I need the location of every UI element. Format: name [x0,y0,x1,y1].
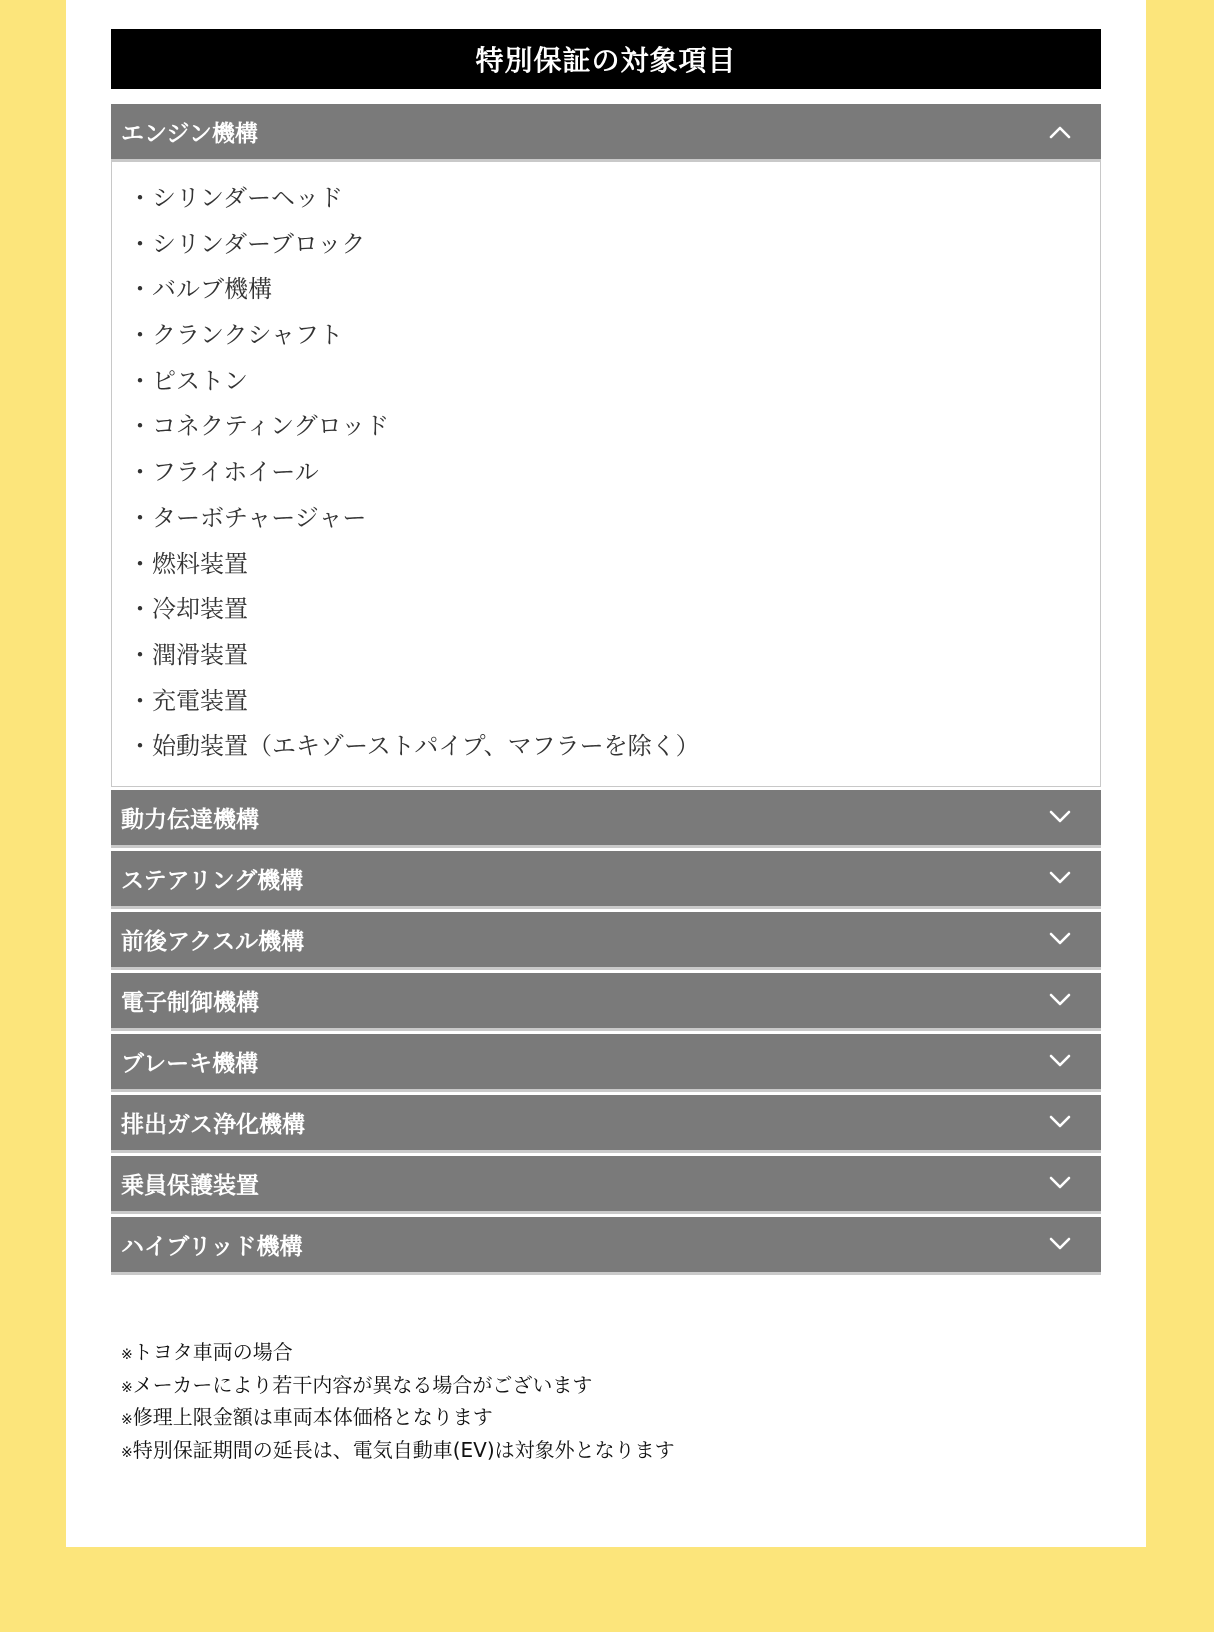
accordion-header-occupant-protection[interactable] [111,1156,1101,1214]
warranty-accordion [111,104,1101,1278]
list-item: ・冷却装置 [128,595,248,624]
chevron-down-icon[interactable] [1047,865,1073,891]
chevron-down-icon[interactable] [1047,987,1073,1013]
accordion-label: 動力伝達機構 [121,806,259,833]
list-item: ・コネクティングロッド [128,412,390,441]
accordion-header-hybrid[interactable] [111,1217,1101,1275]
accordion-label: エンジン機構 [121,121,258,147]
footnote [121,1403,675,1436]
accordion-label: 電子制御機構 [121,989,259,1016]
list-item: ・ターボチャージャー [128,503,367,532]
chevron-down-icon[interactable] [1047,1231,1073,1257]
footnote-text: 修理上限金額は車両本体価格となります [132,1405,493,1429]
note-mark: ※ [121,1347,133,1363]
footnote-text: トヨタ車両の場合 [132,1340,293,1364]
list-item: ・フライホイール [128,458,319,487]
accordion-label: ブレーキ機構 [121,1050,259,1077]
accordion-header-axle[interactable] [111,912,1101,970]
accordion-header-exhaust[interactable] [111,1095,1101,1153]
accordion-header-brake[interactable] [111,1034,1101,1092]
chevron-up-icon[interactable] [1047,119,1073,145]
accordion-panel-engine [111,162,1101,787]
chevron-down-icon[interactable] [1047,1048,1073,1074]
chevron-down-icon[interactable] [1047,1109,1073,1135]
footnotes [121,1338,675,1468]
chevron-down-icon[interactable] [1047,926,1073,952]
list-item: ・バルブ機構 [128,275,272,304]
footnote [121,1371,675,1404]
list-item: ・ピストン [128,366,248,395]
note-mark: ※ [121,1444,133,1461]
accordion-label: 排出ガス浄化機構 [121,1111,305,1138]
footnote-text: 特別保証期間の延長は、電気自動車(EV)は対象外となります [132,1437,675,1462]
list-item: ・燃料装置 [128,549,248,578]
accordion-header-engine[interactable] [111,104,1101,162]
accordion-label: 前後アクスル機構 [121,928,305,955]
list-item: ・始動装置（エキゾーストパイプ、マフラーを除く） [128,732,700,761]
accordion-label: ハイブリッド機構 [121,1233,303,1260]
chevron-down-icon[interactable] [1047,804,1073,830]
content-card [66,0,1146,1547]
accordion-header-drivetrain[interactable] [111,790,1101,848]
list-item: ・クランクシャフト [128,321,344,350]
list-item: ・充電装置 [128,686,248,715]
section-title: 特別保証の対象項目 [111,29,1101,89]
chevron-down-icon[interactable] [1047,1170,1073,1196]
footnote [121,1338,675,1371]
note-mark: ※ [121,1412,133,1428]
note-mark: ※ [121,1379,133,1396]
list-item: ・潤滑装置 [128,640,248,669]
list-item: ・シリンダーヘッド [128,184,344,212]
list-item: ・シリンダーブロック [128,229,366,258]
accordion-header-steering[interactable] [111,851,1101,909]
footnote [121,1436,675,1469]
accordion-label: 乗員保護装置 [121,1172,259,1199]
accordion-header-electronic-control[interactable] [111,973,1101,1031]
accordion-label: ステアリング機構 [121,867,304,894]
footnote-text: メーカーにより若干内容が異なる場合がございます [132,1372,593,1397]
